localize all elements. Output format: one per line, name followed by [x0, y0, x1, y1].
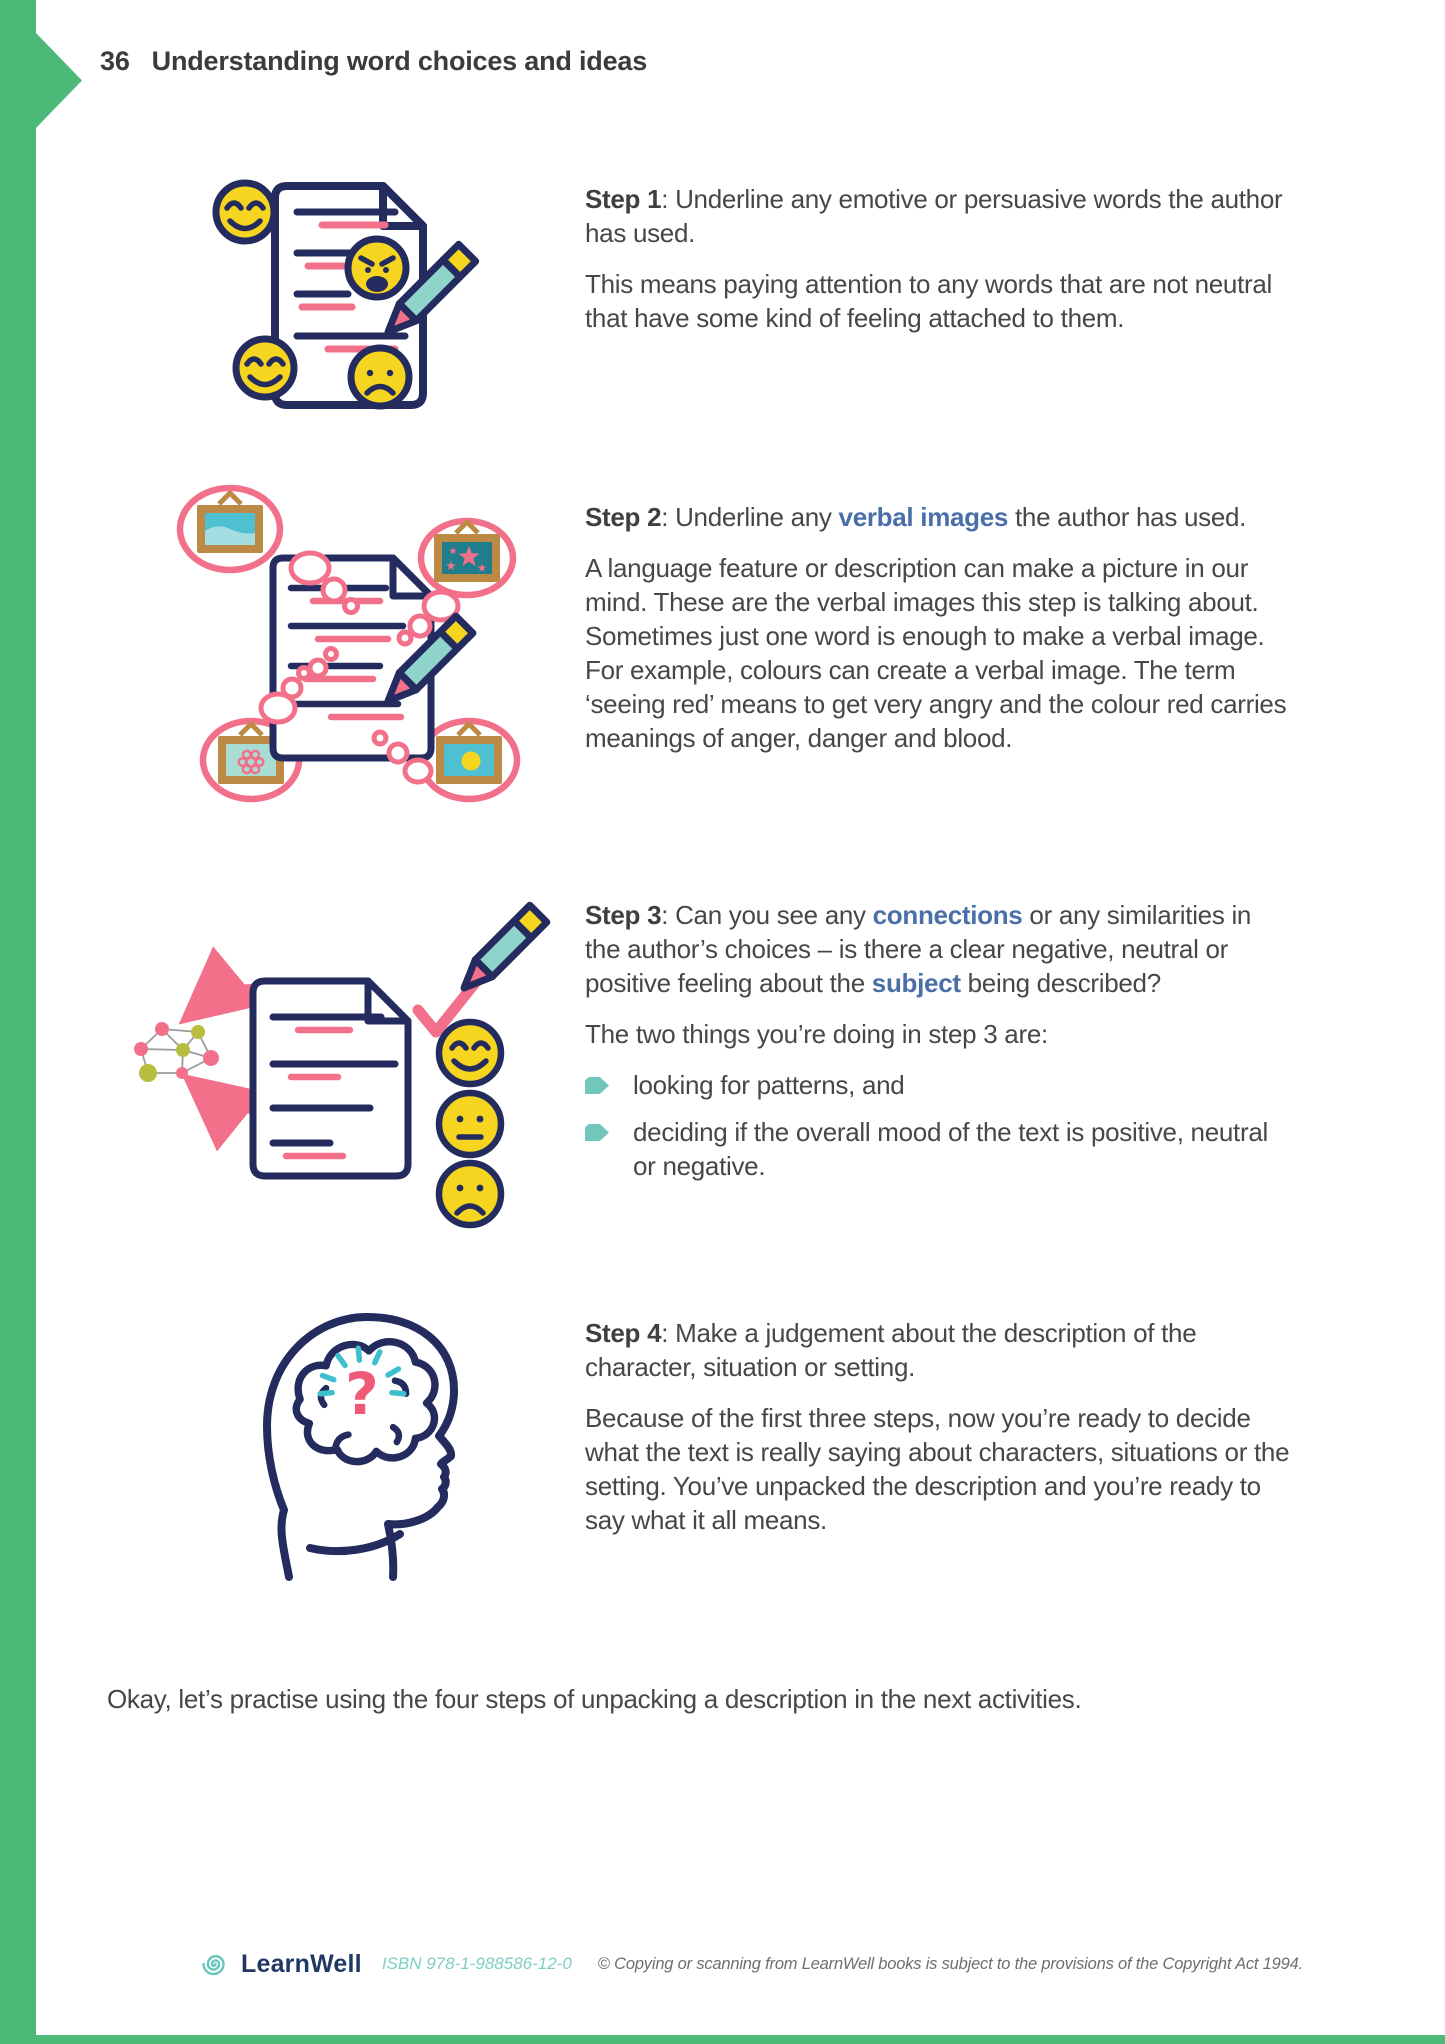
emotive-words-document-illustration	[190, 150, 530, 440]
step-1-heading: Step 1: Underline any emotive or persuasive words the author has used.	[585, 184, 1283, 248]
step-4-paragraph: Because of the first three steps, now you’re ready to decide what the text is really saying about characters, situations or the setting. You’ve unpacked the description and you’re ready to say what it all means.	[585, 1403, 1290, 1535]
page-number: 36	[100, 46, 130, 76]
keyword-subject: subject	[871, 968, 961, 998]
step-3-heading: Step 3: Can you see any connections or any similarities in the author’s choices – is there a clear negative, neutral or positive feeling about the subject being described?	[585, 900, 1252, 998]
happy-face-icon	[216, 183, 274, 241]
step-3-bullet-list	[585, 1068, 1291, 1183]
isbn-text: ISBN 978-1-988586-12-0	[381, 1954, 572, 1973]
happy-face-icon	[439, 1022, 501, 1084]
left-edge-arrow-icon	[36, 33, 82, 128]
list-item: looking for patterns, and	[585, 1068, 1291, 1102]
step-4-text	[585, 1316, 1291, 1554]
step-1-paragraph: This means paying attention to any words that are not neutral that have some kind of feeling attached to them.	[585, 269, 1273, 333]
closing-sentence: Okay, let’s practise using the four steps of unpacking a description in the next activities.	[107, 1684, 1082, 1714]
step-1-text	[585, 182, 1291, 352]
step-2-label: Step 2	[585, 502, 662, 532]
pencil-icon	[464, 905, 547, 988]
keyword-connections: connections	[872, 900, 1023, 930]
left-edge-bar	[0, 0, 36, 2044]
step-2-paragraph: A language feature or description can make a picture in our mind. These are the verbal images this step is talking about. Sometimes just one word is enough to make a verbal image. For example, colours can create a verbal image. The term ‘seeing red’ means to get very angry and the colour red carries meanings of anger, danger and blood.	[585, 553, 1287, 753]
page-title: Understanding word choices and ideas	[151, 46, 648, 76]
step-1-label: Step 1	[585, 184, 662, 214]
thinking-head-illustration	[240, 1298, 505, 1588]
question-mark: ?	[345, 1360, 379, 1428]
step-3-intro: The two things you’re doing in step 3 are:	[585, 1019, 1048, 1049]
verbal-images-document-illustration	[158, 476, 543, 816]
happy-face-icon	[236, 339, 294, 397]
step-3-text	[585, 898, 1291, 1196]
connections-document-illustration	[98, 886, 563, 1256]
angry-face-icon	[348, 239, 406, 297]
step-4-heading: Step 4: Make a judgement about the description of the character, situation or setting.	[585, 1318, 1197, 1382]
step-2-heading: Step 2: Underline any verbal images the author has used.	[585, 502, 1247, 532]
step-2-text	[585, 500, 1291, 772]
spiral-logo-icon	[198, 1947, 232, 1981]
neutral-face-icon	[439, 1093, 501, 1155]
brand-name: LearnWell	[241, 1949, 362, 1978]
page-header	[100, 46, 647, 77]
copyright-text: © Copying or scanning from LearnWell books is subject to the provisions of the Copyright Act 1994.	[597, 1954, 1303, 1973]
list-item: deciding if the overall mood of the text is positive, neutral or negative.	[585, 1115, 1291, 1183]
document-icon	[253, 981, 408, 1176]
step-3-label: Step 3	[585, 900, 662, 930]
arrow-tag-bullet-icon	[585, 1124, 609, 1141]
document-icon	[273, 558, 431, 758]
sad-face-icon	[439, 1163, 501, 1225]
bottom-edge-bar	[0, 2035, 1445, 2044]
sad-face-icon	[351, 348, 409, 406]
step-4-label: Step 4	[585, 1318, 662, 1348]
page-footer	[198, 1944, 1303, 1984]
keyword-verbal-images: verbal images	[838, 502, 1009, 532]
arrow-tag-bullet-icon	[585, 1077, 609, 1094]
network-graph-icon	[134, 1022, 219, 1082]
